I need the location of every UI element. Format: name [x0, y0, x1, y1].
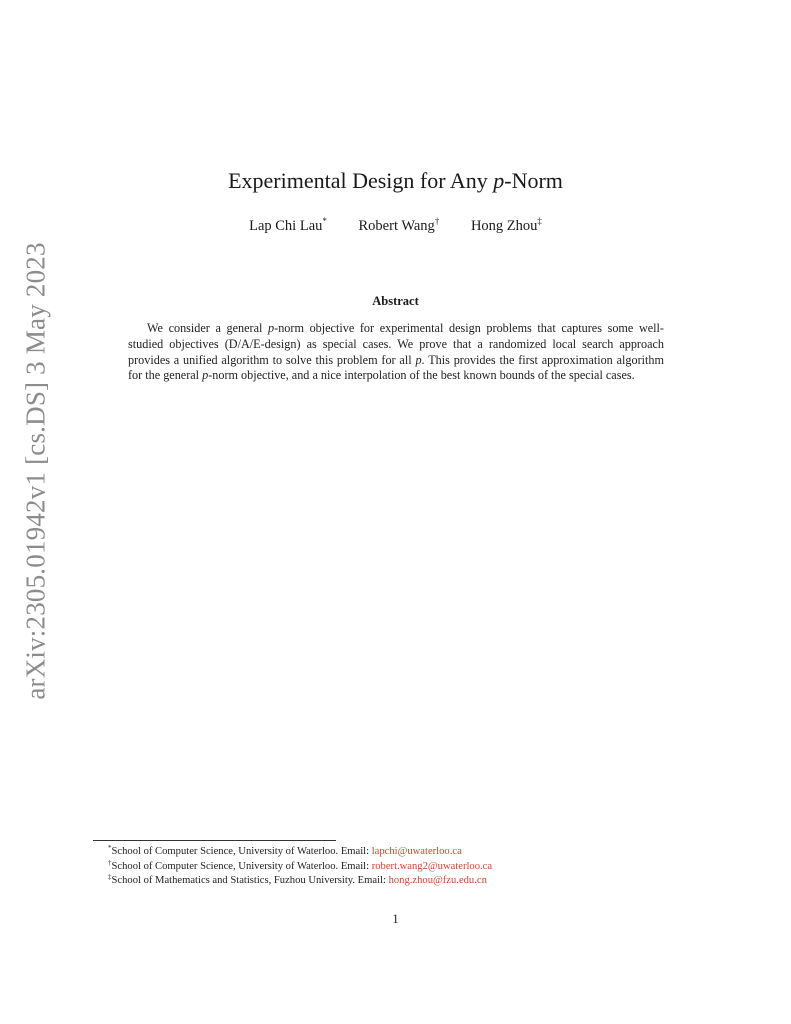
- author-name: Lap Chi Lau: [249, 218, 323, 234]
- abstract-italic-p: p: [202, 368, 209, 383]
- footnote-affiliation: School of Mathematics and Statistics, Fuzhou University. Email:: [111, 875, 389, 887]
- email-link[interactable]: robert.wang2@uwaterloo.ca: [371, 860, 493, 872]
- abstract-text: . This provides the first approximation algorithm for the general: [128, 352, 664, 383]
- author-name: Hong Zhou: [470, 218, 538, 234]
- author-robert-wang: [359, 218, 440, 235]
- footnote-affiliation: School of Computer Science, University of Waterloo. Email:: [111, 860, 372, 872]
- footnotes: [108, 845, 728, 889]
- abstract-text: -norm objective for experimental design problems that captures some well-studied objectives (D/A/E-design) as special cases. We prove that a randomized local search approach provides a unified algorithm to solve this problem for all: [128, 321, 664, 367]
- author-lap-chi-lau: [249, 218, 327, 235]
- abstract-heading: Abstract: [372, 294, 419, 308]
- footnote-affiliation: School of Computer Science, University of Waterloo. Email:: [111, 846, 372, 857]
- footnote-divider: [93, 840, 336, 841]
- author-footnote-mark[interactable]: *: [322, 216, 327, 226]
- paper-title: [0, 168, 791, 194]
- footnote-zhou: [108, 874, 728, 889]
- email-link[interactable]: lapchi@uwaterloo.ca: [371, 846, 462, 857]
- arxiv-identifier[interactable]: arXiv:2305.01942v1 [cs.DS] 3 May 2023: [20, 242, 51, 700]
- author-list: [0, 218, 791, 235]
- abstract-italic-p: p: [415, 352, 422, 367]
- footnote-mark: ‡: [108, 873, 112, 882]
- email-link[interactable]: hong.zhou@fzu.edu.cn: [388, 875, 487, 887]
- abstract-italic-p: p: [268, 321, 275, 335]
- footnote-wang: [108, 860, 728, 875]
- abstract-body: [128, 321, 664, 384]
- page-number: 1: [392, 912, 399, 926]
- footnote-mark: †: [108, 858, 112, 867]
- footnote-lau: [108, 845, 728, 860]
- abstract-text: We consider a general: [147, 321, 269, 335]
- abstract-text: -norm objective, and a nice interpolation of the best known bounds of the special cases.: [208, 368, 635, 383]
- author-name: Robert Wang: [358, 218, 435, 234]
- title-italic-p: p: [493, 168, 505, 193]
- title-text-after: -Norm: [504, 168, 563, 193]
- author-footnote-mark[interactable]: †: [434, 216, 440, 226]
- author-footnote-mark[interactable]: ‡: [537, 216, 542, 226]
- title-text-before: Experimental Design for Any: [228, 168, 494, 193]
- author-hong-zhou: [471, 218, 542, 235]
- footnote-mark: *: [108, 844, 112, 852]
